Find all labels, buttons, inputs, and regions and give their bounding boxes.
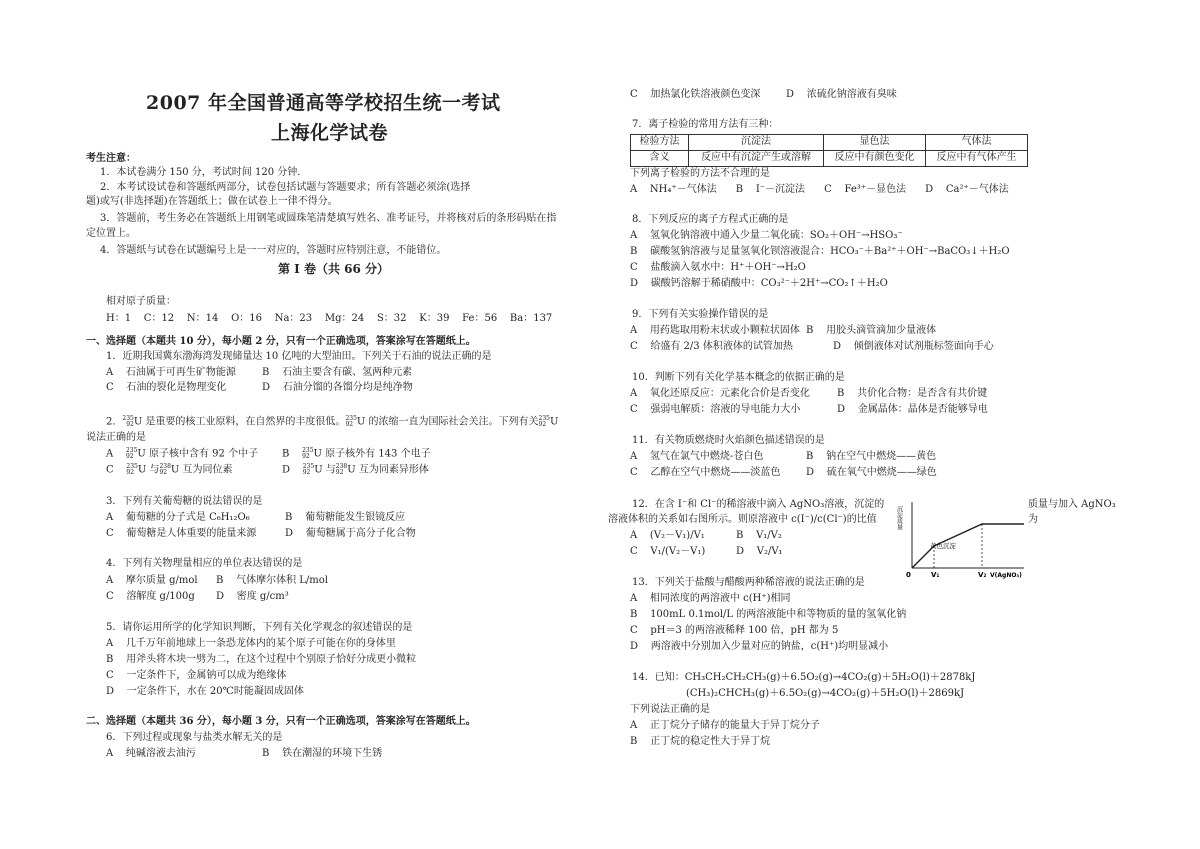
graph-xlabel: V(AgNO₃) — [990, 572, 1022, 579]
q2-option-c — [106, 464, 233, 477]
notice-item-2-cont: 题)或写(非选择题)在答题纸上；做在试卷上一律不得分。 — [86, 196, 338, 207]
option-text: U 与 — [314, 464, 336, 476]
option-text: U 与 — [137, 464, 160, 476]
graph-ylabel: 沉淀质量 — [895, 506, 903, 530]
q1-option-a: A 石油属于可再生矿物能源 — [106, 367, 236, 378]
q3-option-c: C 葡萄糖是人体重要的能量来源 — [106, 528, 257, 539]
q13-stem: 13．下列关于盐酸与醋酸两种稀溶液的说法正确的是 — [632, 577, 865, 588]
q4-option-d: D 密度 g/cm³ — [216, 591, 289, 602]
q14-question: 下列说法正确的是 — [630, 704, 710, 715]
mass-number: 238 — [159, 463, 171, 470]
q10-stem: 10．判断下列有关化学基本概念的依据正确的是 — [632, 372, 845, 383]
q10-option-b: B 共价化合物：是否含有共价键 — [837, 388, 988, 399]
q8-option-d: D 碳酸钙溶解于稀硝酸中：CO₃²⁻＋2H⁺→CO₂↑＋H₂O — [630, 278, 888, 289]
q14-equation-2: (CH₃)₂CHCH₃(g)＋6.5O₂(g)→4CO₂(g)＋5H₂O(l)＋2869kJ — [686, 688, 965, 699]
precipitate-curve — [912, 524, 1024, 568]
q2-stem-text-3: U — [549, 416, 559, 428]
graph-curve-label: 黄色沉淀 — [930, 542, 956, 550]
q6-option-b: B 铁在潮湿的环境下生锈 — [262, 748, 383, 759]
part1-heading: 第 I 卷（共 66 分） — [278, 262, 390, 276]
q10-option-d: D 金属晶体：晶体是否能够导电 — [837, 404, 988, 415]
q13-option-d: D 两溶液中分别加入少量对应的钠盐，c(H⁺)均明显减小 — [630, 641, 889, 652]
notice-item-1: 1．本试卷满分 150 分，考试时间 120 分钟． — [100, 167, 308, 178]
table-row — [631, 135, 1028, 151]
table-cell: 沉淀法 — [689, 135, 824, 151]
q10-option-c: C 强弱电解质：溶液的导电能力大小 — [630, 404, 801, 415]
q5-option-b: B 用斧头将木块一劈为二，在这个过程中个别原子恰好分成更小微粒 — [106, 654, 417, 665]
atomic-number: 92 — [335, 469, 344, 476]
q5-option-d: D 一定条件下，水在 20℃时能凝固成固体 — [106, 686, 304, 697]
q12-stem-right: 质量与加入 AgNO₃ — [1028, 499, 1116, 510]
q11-stem: 11．有关物质燃烧时火焰颜色描述错误的是 — [632, 435, 825, 446]
q11-option-b: B 钠在空气中燃烧——黄色 — [806, 451, 937, 462]
q4-option-a: A 摩尔质量 g/mol — [106, 575, 198, 586]
table-cell: 反应中有气体产生 — [925, 151, 1027, 167]
mass-number: 238 — [335, 463, 348, 470]
q13-option-b: B 100mL 0.1mol/L 的两溶液能中和等物质的量的氢氧化钠 — [630, 609, 907, 620]
q14-option-b: B 正丁烷的稳定性大于异丁烷 — [630, 736, 771, 747]
atomic-number: 92 — [126, 469, 135, 476]
notice-item-2: 2．本考试设试卷和答题纸两部分，试卷包括试题与答题要求；所有答题必须涂(选择 — [100, 182, 471, 193]
graph-v2-label: V₂ — [978, 571, 987, 579]
option-text: U 原子核外有 143 个电子 — [313, 448, 431, 460]
q13-option-c: C pH＝3 的两溶液稀释 100 倍，pH 都为 5 — [630, 625, 839, 636]
atomic-number: 92 — [125, 453, 134, 460]
q11-option-d: D 硫在氧气中燃烧——绿色 — [806, 467, 937, 478]
graph-v1-label: V₁ — [931, 571, 940, 579]
mass-number: 235 — [345, 415, 357, 422]
q2-stem-cont: 说法正确的是 — [86, 432, 146, 443]
q5-stem: 5．请你运用所学的化学知识判断，下列有关化学观念的叙述错误的是 — [106, 622, 413, 633]
option-letter: B — [282, 448, 303, 460]
q3-stem: 3．下列有关葡萄糖的说法错误的是 — [106, 496, 263, 507]
q3-option-a: A 葡萄糖的分子式是 C₆H₁₂O₆ — [106, 512, 250, 523]
table-cell: 显色法 — [824, 135, 926, 151]
exam-title: 2007 年全国普通高等学校招生统一考试 — [146, 92, 501, 114]
q6-option-d: D 浓硫化钠溶液有臭味 — [786, 89, 897, 100]
mass-number: 235 — [122, 415, 134, 422]
q14-equation-1: 14．已知：CH₃CH₂CH₂CH₃(g)＋6.5O₂(g)→4CO₂(g)＋5H₂O(l)＋2878kJ — [632, 672, 976, 683]
q14-option-a: A 正丁烷分子储存的能量大于异丁烷分子 — [630, 720, 820, 731]
q6-option-c: C 加热氯化铁溶液颜色变深 — [630, 89, 761, 100]
q2-stem — [106, 416, 558, 429]
q4-stem: 4．下列有关物理量相应的单位表达错误的是 — [106, 558, 303, 569]
graph-origin-label: 0 — [906, 571, 911, 579]
table-cell: 反应中有沉淀产生或溶解 — [689, 151, 824, 167]
q3-option-b: B 葡萄糖能发生银镜反应 — [285, 512, 406, 523]
table-cell: 检验方法 — [631, 135, 689, 151]
table-cell: 反应中有颜色变化 — [824, 151, 926, 167]
q1-option-b: B 石油主要含有碳、氢两种元素 — [262, 367, 413, 378]
q2-nuclide-235u — [345, 416, 356, 428]
q2-stem-number: 2． — [106, 416, 123, 428]
nuclide — [126, 464, 137, 476]
mass-number: 235 — [302, 447, 314, 454]
q2-stem-text-1: U 是重要的核工业原料，在自然界的丰度很低。 — [133, 416, 346, 428]
option-letter: D — [282, 464, 303, 476]
q12-option-a: A (V₂－V₁)/V₁ — [630, 530, 705, 541]
q4-option-b: B 气体摩尔体积 L/mol — [216, 575, 328, 586]
q1-option-d: D 石油分馏的各馏分均是纯净物 — [262, 382, 413, 393]
nuclide — [303, 464, 314, 476]
q11-option-c: C 乙醇在空气中燃烧——淡蓝色 — [630, 467, 781, 478]
q8-option-a: A 氢氧化钠溶液中通入少量二氧化硫：SO₂＋OH⁻→HSO₃⁻ — [630, 230, 903, 241]
q6-stem: 6．下列过程或现象与盐类水解无关的是 — [106, 732, 283, 743]
q5-option-c: C 一定条件下，金属钠可以成为绝缘体 — [106, 670, 287, 681]
exam-subtitle: 上海化学试卷 — [271, 122, 389, 144]
table-cell: 含义 — [631, 151, 689, 167]
atomic-number: 92 — [538, 421, 547, 428]
q12-option-c: C V₁/(V₂－V₁) — [630, 546, 706, 557]
notice-item-3-cont: 定位置上。 — [86, 228, 136, 239]
mass-number: 235 — [126, 463, 138, 470]
atomic-number: 92 — [302, 469, 311, 476]
q7-options: A NH₄⁺－气体法 B I⁻－沉淀法 C Fe³⁺－显色法 D Ca²⁺－气体法 — [630, 184, 1009, 195]
q8-option-c: C 盐酸滴入氨水中：H⁺＋OH⁻→H₂O — [630, 262, 806, 273]
notice-heading: 考生注意： — [86, 153, 136, 164]
q2-nuclide-235u — [539, 416, 550, 428]
nuclide — [336, 464, 347, 476]
option-letter: A — [106, 448, 126, 460]
q2-option-a — [106, 448, 258, 461]
notice-item-4: 4．答题纸与试卷在试题编号上是一一对应的，答题时应特别注意，不能错位。 — [100, 245, 447, 256]
notice-item-3: 3．答题前，考生务必在答题纸上用钢笔或圆珠笔清楚填写姓名、准考证号，并将核对后的条形码贴在指 — [100, 213, 557, 224]
precipitate-graph — [895, 498, 1028, 580]
table-cell: 气体法 — [925, 135, 1027, 151]
q9-option-b: B 用胶头滴管滴加少量液体 — [806, 325, 937, 336]
q8-stem: 8．下列反应的离子方程式正确的是 — [632, 214, 789, 225]
q12-stem-2-right: 为 — [1028, 514, 1038, 525]
q9-option-a: A 用药匙取用粉末状或小颗粒状固体 — [630, 325, 800, 336]
q4-option-c: C 溶解度 g/100g — [106, 591, 195, 602]
mass-number: 235 — [538, 415, 550, 422]
q1-stem: 1．近期我国冀东渤海湾发现储量达 10 亿吨的大型油田。下列关于石油的说法正确的是 — [106, 351, 492, 362]
q2-option-b — [282, 448, 431, 461]
q6-option-a: A 纯碱溶液去油污 — [106, 748, 196, 759]
q11-option-a: A 氢气在氯气中燃烧-苍白色 — [630, 451, 764, 462]
q12-stem-2: 溶液体积的关系如右图所示。则原溶液中 c(I⁻)/c(Cl⁻)的比值 — [608, 514, 877, 525]
atomic-mass-label: 相对原子质量： — [106, 296, 176, 307]
q7-question: 下列离子检验的方法不合理的是 — [630, 168, 770, 179]
q1-option-c: C 石油的裂化是物理变化 — [106, 382, 227, 393]
q13-option-a: A 相同浓度的两溶液中 c(H⁺)相同 — [630, 593, 791, 604]
q8-option-b: B 碳酸氢钠溶液与足量氢氧化钡溶液混合：HCO₃⁻＋Ba²⁺＋OH⁻→BaCO₃↓＋H₂O — [630, 246, 1010, 257]
atomic-number: 92 — [159, 469, 168, 476]
mass-number: 235 — [125, 447, 138, 454]
atomic-number: 92 — [126, 421, 134, 428]
table-row — [631, 151, 1028, 167]
nuclide — [159, 464, 170, 476]
option-text: U 互为同素异形体 — [347, 464, 429, 476]
q10-option-a: A 氧化还原反应：元素化合价是否变化 — [630, 388, 810, 399]
nuclide — [126, 448, 137, 460]
option-text: U 原子核中含有 92 个中子 — [137, 448, 259, 460]
q12-stem: 12．在含 I⁻和 Cl⁻的稀溶液中滴入 AgNO₃溶液，沉淀的 — [632, 499, 885, 510]
q2-nuclide-235u — [122, 416, 133, 428]
section2-heading: 二、选择题（本题共 36 分），每小题 3 分，只有一个正确选项，答案涂写在答题纸上。 — [86, 716, 476, 727]
atomic-number: 92 — [302, 453, 310, 460]
ion-test-table — [630, 134, 1028, 167]
q2-option-d — [282, 464, 429, 477]
q9-option-c: C 给盛有 2/3 体积液体的试管加热 — [630, 341, 793, 352]
q5-option-a: A 几千万年前地球上一条恐龙体内的某个原子可能在你的身体里 — [106, 638, 396, 649]
atomic-mass-values: H：1 C：12 N：14 O：16 Na：23 Mg：24 S：32 K：39 Fe：56 Ba：137 — [106, 313, 553, 324]
q12-option-d: D V₂/V₁ — [736, 546, 783, 557]
atomic-number: 92 — [345, 421, 354, 428]
option-letter: C — [106, 464, 127, 476]
q9-option-d: D 倾倒液体对试剂瓶标签面向手心 — [833, 341, 994, 352]
q2-stem-text-2: U 的浓缩一直为国际社会关注。下列有关 — [356, 416, 539, 428]
section1-heading: 一、选择题（本题共 10 分），每小题 2 分，只有一个正确选项，答案涂写在答题纸上。 — [86, 336, 476, 347]
q3-option-d: D 葡萄糖属于高分子化合物 — [285, 528, 416, 539]
option-text: U 互为同位素 — [170, 464, 233, 476]
mass-number: 235 — [302, 463, 315, 470]
nuclide — [302, 448, 313, 460]
q12-option-b: B V₁/V₂ — [736, 530, 782, 541]
q9-stem: 9．下列有关实验操作错误的是 — [632, 309, 769, 320]
q7-stem: 7．离子检验的常用方法有三种： — [632, 119, 779, 130]
